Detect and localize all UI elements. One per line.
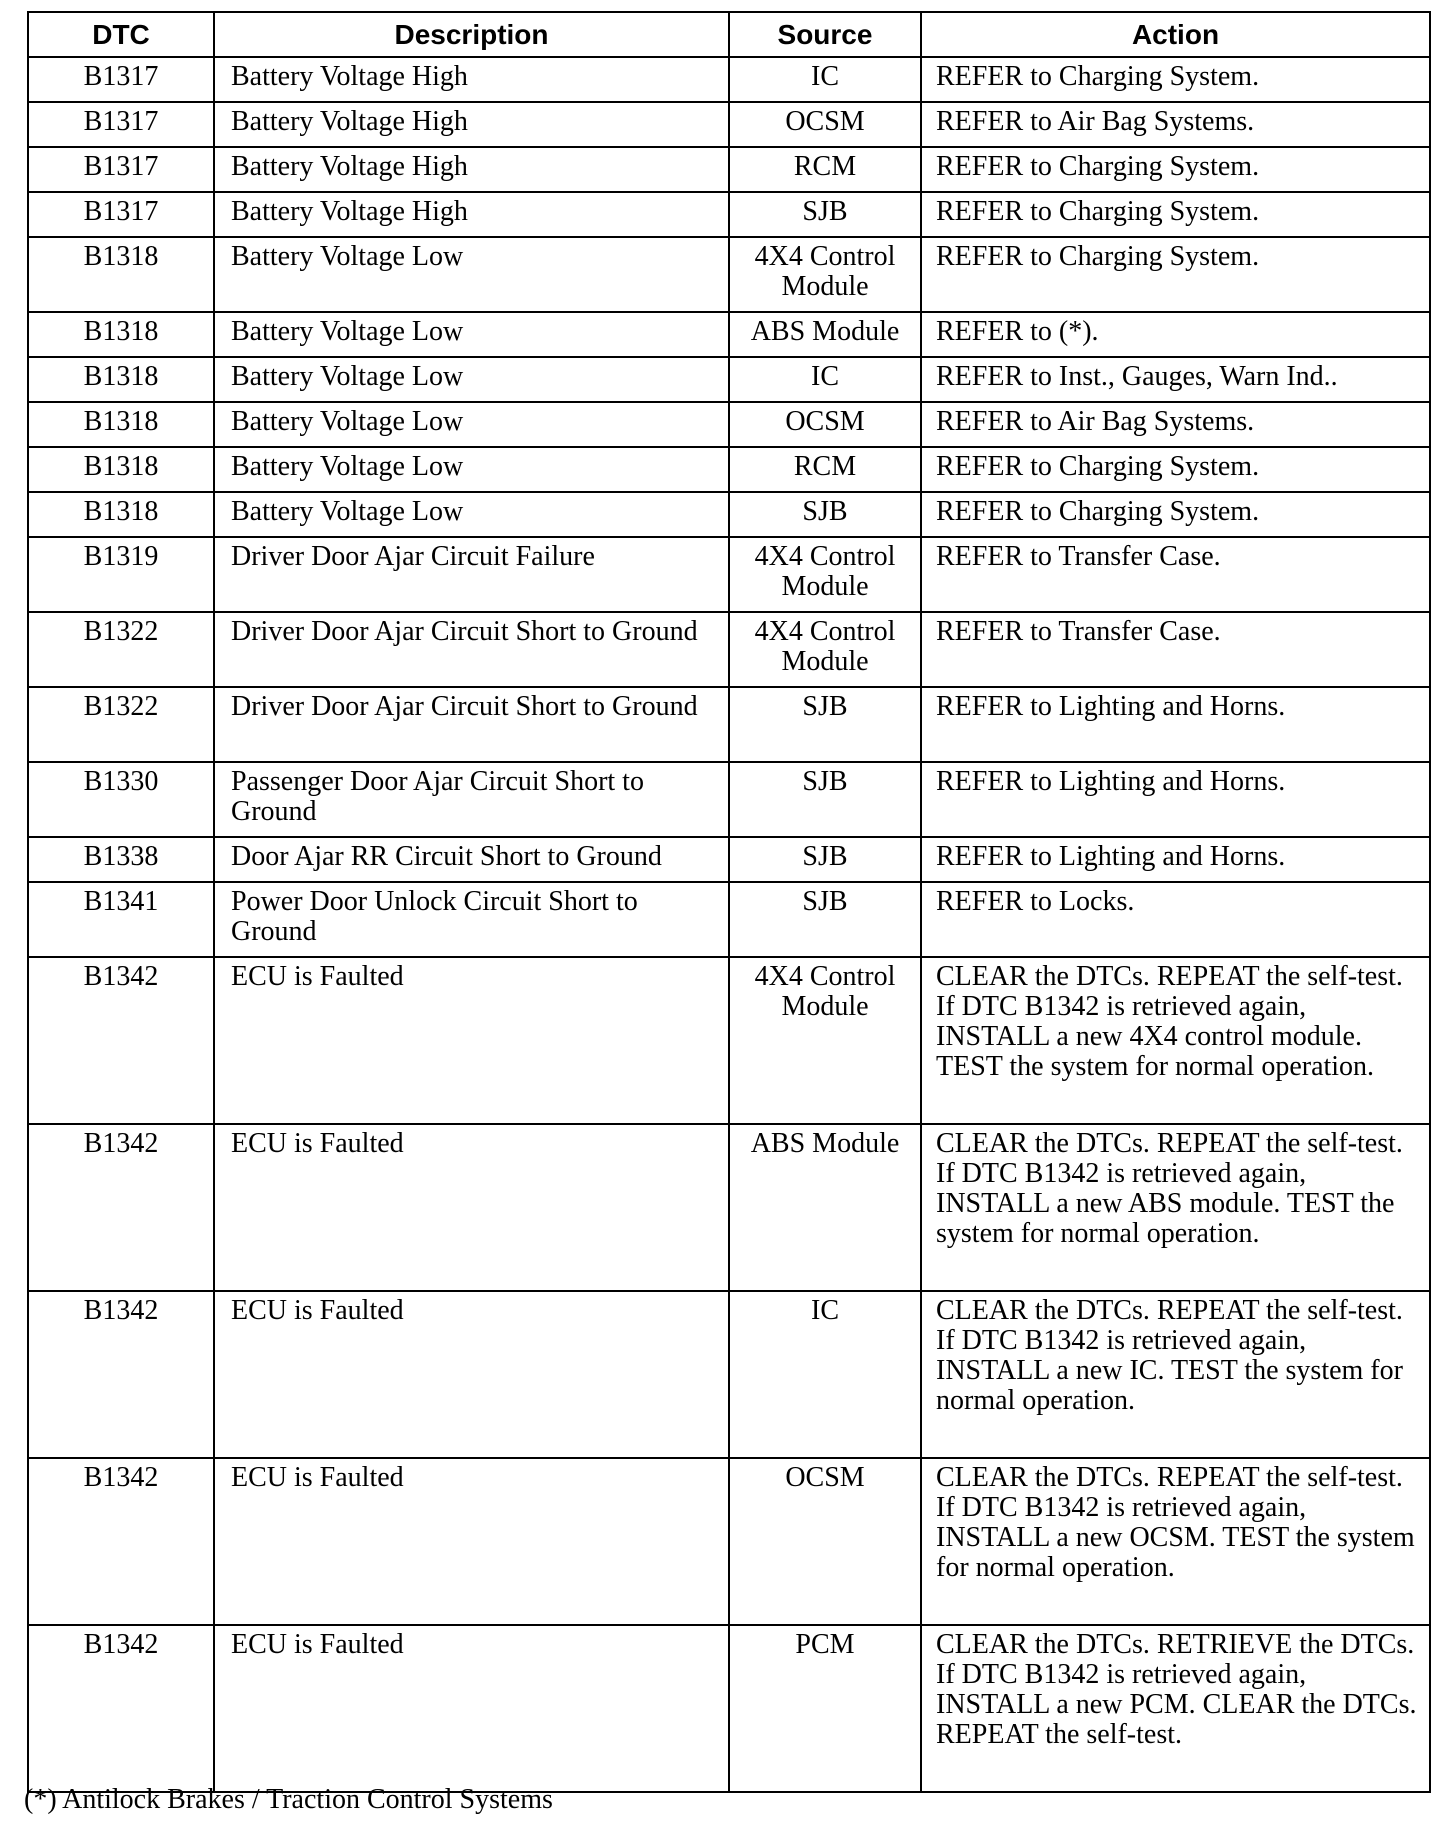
source-cell: 4X4 Control Module <box>729 957 921 1124</box>
table-row <box>28 447 1430 492</box>
action-cell: REFER to Charging System. <box>921 447 1430 492</box>
table-row <box>28 1458 1430 1625</box>
source-cell: ABS Module <box>729 1124 921 1291</box>
header-description: Description <box>214 12 729 57</box>
source-cell: ABS Module <box>729 312 921 357</box>
table-row <box>28 102 1430 147</box>
description-cell: Driver Door Ajar Circuit Short to Ground <box>214 687 729 762</box>
description-cell: Battery Voltage High <box>214 102 729 147</box>
action-cell: REFER to Charging System. <box>921 147 1430 192</box>
header-action: Action <box>921 12 1430 57</box>
table-row <box>28 492 1430 537</box>
source-cell: 4X4 Control Module <box>729 537 921 612</box>
header-source: Source <box>729 12 921 57</box>
table-row <box>28 537 1430 612</box>
source-cell: SJB <box>729 687 921 762</box>
action-cell: CLEAR the DTCs. REPEAT the self-test. If DTC B1342 is retrieved again, INSTALL a new 4X4 control module. TEST the system for normal operation. <box>921 957 1430 1124</box>
table-row <box>28 312 1430 357</box>
description-cell: ECU is Faulted <box>214 957 729 1124</box>
description-cell: Battery Voltage Low <box>214 312 729 357</box>
dtc-cell: B1342 <box>28 1458 214 1625</box>
dtc-cell: B1318 <box>28 447 214 492</box>
source-cell: IC <box>729 1291 921 1458</box>
table-row <box>28 687 1430 762</box>
action-cell: REFER to Lighting and Horns. <box>921 762 1430 837</box>
table-row <box>28 1291 1430 1458</box>
description-cell: Driver Door Ajar Circuit Short to Ground <box>214 612 729 687</box>
dtc-cell: B1342 <box>28 957 214 1124</box>
action-cell: REFER to (*). <box>921 312 1430 357</box>
source-cell: 4X4 Control Module <box>729 612 921 687</box>
table-row <box>28 357 1430 402</box>
footnote: (*) Antilock Brakes / Traction Control Systems <box>24 1784 553 1815</box>
dtc-cell: B1342 <box>28 1625 214 1792</box>
description-cell: Passenger Door Ajar Circuit Short to Ground <box>214 762 729 837</box>
action-cell: CLEAR the DTCs. REPEAT the self-test. If DTC B1342 is retrieved again, INSTALL a new ABS module. TEST the system for normal operation. <box>921 1124 1430 1291</box>
table-row <box>28 1625 1430 1792</box>
source-cell: OCSM <box>729 402 921 447</box>
source-cell: RCM <box>729 147 921 192</box>
action-cell: CLEAR the DTCs. REPEAT the self-test. If DTC B1342 is retrieved again, INSTALL a new OCSM. TEST the system for normal operation. <box>921 1458 1430 1625</box>
dtc-cell: B1330 <box>28 762 214 837</box>
dtc-cell: B1318 <box>28 492 214 537</box>
table-row <box>28 762 1430 837</box>
source-cell: 4X4 Control Module <box>729 237 921 312</box>
description-cell: Battery Voltage Low <box>214 357 729 402</box>
action-cell: REFER to Lighting and Horns. <box>921 837 1430 882</box>
source-cell: OCSM <box>729 1458 921 1625</box>
action-cell: REFER to Inst., Gauges, Warn Ind.. <box>921 357 1430 402</box>
description-cell: Battery Voltage High <box>214 57 729 102</box>
table-row <box>28 237 1430 312</box>
action-cell: REFER to Transfer Case. <box>921 612 1430 687</box>
description-cell: Battery Voltage High <box>214 192 729 237</box>
action-cell: REFER to Lighting and Horns. <box>921 687 1430 762</box>
table-header-row <box>28 12 1430 57</box>
table-row <box>28 957 1430 1124</box>
action-cell: REFER to Charging System. <box>921 192 1430 237</box>
description-cell: ECU is Faulted <box>214 1458 729 1625</box>
dtc-cell: B1318 <box>28 237 214 312</box>
table-row <box>28 402 1430 447</box>
source-cell: IC <box>729 57 921 102</box>
dtc-cell: B1322 <box>28 687 214 762</box>
table-row <box>28 57 1430 102</box>
dtc-cell: B1341 <box>28 882 214 957</box>
action-cell: REFER to Charging System. <box>921 237 1430 312</box>
action-cell: REFER to Air Bag Systems. <box>921 102 1430 147</box>
table-row <box>28 837 1430 882</box>
action-cell: CLEAR the DTCs. REPEAT the self-test. If DTC B1342 is retrieved again, INSTALL a new IC. TEST the system for normal operation. <box>921 1291 1430 1458</box>
table-row <box>28 192 1430 237</box>
dtc-cell: B1318 <box>28 402 214 447</box>
description-cell: Battery Voltage Low <box>214 402 729 447</box>
header-dtc: DTC <box>28 12 214 57</box>
dtc-cell: B1318 <box>28 312 214 357</box>
source-cell: SJB <box>729 192 921 237</box>
description-cell: Battery Voltage High <box>214 147 729 192</box>
source-cell: SJB <box>729 762 921 837</box>
dtc-cell: B1338 <box>28 837 214 882</box>
source-cell: SJB <box>729 492 921 537</box>
dtc-cell: B1317 <box>28 147 214 192</box>
source-cell: PCM <box>729 1625 921 1792</box>
dtc-cell: B1317 <box>28 192 214 237</box>
description-cell: Battery Voltage Low <box>214 492 729 537</box>
description-cell: ECU is Faulted <box>214 1124 729 1291</box>
table-row <box>28 612 1430 687</box>
dtc-cell: B1342 <box>28 1291 214 1458</box>
dtc-cell: B1342 <box>28 1124 214 1291</box>
action-cell: REFER to Charging System. <box>921 492 1430 537</box>
action-cell: REFER to Locks. <box>921 882 1430 957</box>
source-cell: SJB <box>729 882 921 957</box>
dtc-cell: B1317 <box>28 102 214 147</box>
description-cell: Battery Voltage Low <box>214 447 729 492</box>
table-row <box>28 1124 1430 1291</box>
description-cell: Power Door Unlock Circuit Short to Ground <box>214 882 729 957</box>
action-cell: CLEAR the DTCs. RETRIEVE the DTCs. If DTC B1342 is retrieved again, INSTALL a new PCM. CLEAR the DTCs. REPEAT the self-test. <box>921 1625 1430 1792</box>
description-cell: Driver Door Ajar Circuit Failure <box>214 537 729 612</box>
description-cell: ECU is Faulted <box>214 1625 729 1792</box>
action-cell: REFER to Charging System. <box>921 57 1430 102</box>
description-cell: Door Ajar RR Circuit Short to Ground <box>214 837 729 882</box>
table-row <box>28 147 1430 192</box>
dtc-cell: B1319 <box>28 537 214 612</box>
dtc-cell: B1322 <box>28 612 214 687</box>
action-cell: REFER to Transfer Case. <box>921 537 1430 612</box>
source-cell: IC <box>729 357 921 402</box>
source-cell: SJB <box>729 837 921 882</box>
action-cell: REFER to Air Bag Systems. <box>921 402 1430 447</box>
source-cell: RCM <box>729 447 921 492</box>
dtc-cell: B1318 <box>28 357 214 402</box>
dtc-cell: B1317 <box>28 57 214 102</box>
description-cell: Battery Voltage Low <box>214 237 729 312</box>
description-cell: ECU is Faulted <box>214 1291 729 1458</box>
dtc-table <box>27 11 1431 1793</box>
source-cell: OCSM <box>729 102 921 147</box>
table-row <box>28 882 1430 957</box>
